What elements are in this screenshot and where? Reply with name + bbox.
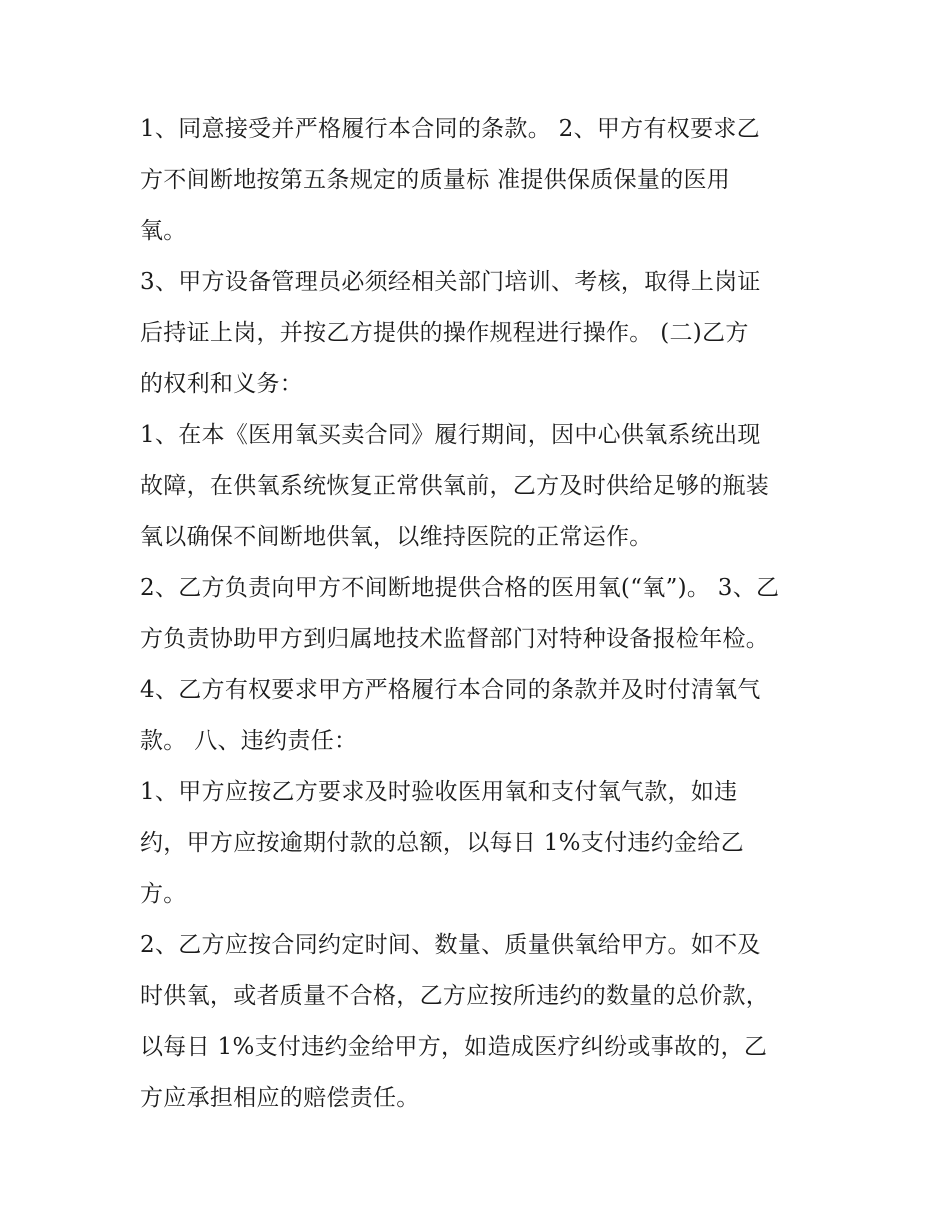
text-line: 时供氧，或者质量不合格，乙方应按所违约的数量的总价款， xyxy=(140,983,770,1009)
text-line: 以每日 1%支付违约金给甲方，如造成医疗纠纷或事故的，乙 xyxy=(140,1034,768,1060)
text-line: 2、乙方应按合同约定时间、数量、质量供氧给甲方。如不及 xyxy=(140,932,761,958)
text-line: 1、在本《医用氧买卖合同》履行期间，因中心供氧系统出现 xyxy=(140,422,761,448)
text-line: 1、甲方应按乙方要求及时验收医用氧和支付氧气款，如违 xyxy=(140,779,738,805)
text-line: 后持证上岗，并按乙方提供的操作规程进行操作。 (二)乙方 xyxy=(140,320,749,346)
text-line: 约，甲方应按逾期付款的总额，以每日 1%支付违约金给乙 xyxy=(140,830,744,856)
text-line: 款。 八、违约责任： xyxy=(140,728,358,754)
document-body xyxy=(140,104,840,1124)
text-line: 方应承担相应的赔偿责任。 xyxy=(140,1085,420,1111)
text-line: 氧。 xyxy=(140,218,187,244)
text-line: 方不间断地按第五条规定的质量标 准提供保质保量的医用 xyxy=(140,167,731,193)
text-line: 方负责协助甲方到归属地技术监督部门对特种设备报检年检。 xyxy=(140,626,770,652)
text-line: 故障，在供氧系统恢复正常供氧前，乙方及时供给足够的瓶装 xyxy=(140,473,770,499)
text-line: 4、乙方有权要求甲方严格履行本合同的条款并及时付清氧气 xyxy=(140,677,761,703)
text-line: 氧以确保不间断地供氧，以维持医院的正常运作。 xyxy=(140,524,653,550)
text-line: 1、同意接受并严格履行本合同的条款。 2、甲方有权要求乙 xyxy=(140,116,760,142)
text-line: 的权利和义务： xyxy=(140,371,304,397)
text-line: 3、甲方设备管理员必须经相关部门培训、考核，取得上岗证 xyxy=(140,269,761,295)
text-line: 方。 xyxy=(140,881,187,907)
text-line: 2、乙方负责向甲方不间断地提供合格的医用氧(“氧”)。 3、乙 xyxy=(140,575,780,601)
